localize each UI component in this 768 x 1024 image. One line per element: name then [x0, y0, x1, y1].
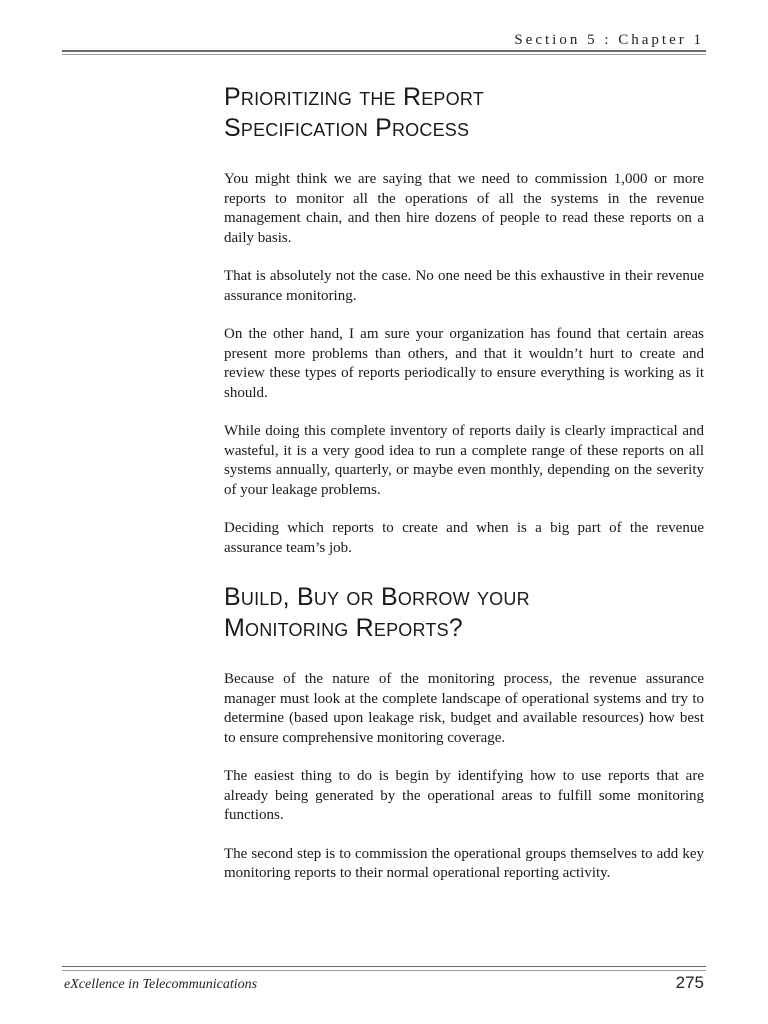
running-head: Section 5 : Chapter 1	[514, 32, 704, 48]
paragraph: On the other hand, I am sure your organization has found that certain areas present more problems than others, and that it wouldn’t hurt to create and review these types of reports periodically to ensure everything is working as it should.	[224, 326, 704, 401]
paragraph: Because of the nature of the monitoring process, the revenue assurance manager must look at the complete landscape of operational systems and try to determine (based upon leakage risk, budget and available resources) how best to ensure comprehensive monitoring coverage.	[224, 671, 704, 746]
heading-line: Monitoring Reports?	[224, 614, 463, 642]
paragraph: The second step is to commission the operational groups themselves to add key monitoring reports to their normal operational reporting activity.	[224, 845, 704, 881]
footer-book-title: eXcellence in Telecommunications	[64, 977, 258, 992]
paragraph: You might think we are saying that we need to commission 1,000 or more reports to monitor all the operations of all the systems in the revenue management chain, and then hire dozens of people to read these reports on a daily basis.	[224, 171, 704, 246]
page-number: 275	[675, 973, 704, 992]
heading-line: Specification Process	[224, 114, 470, 142]
heading-line: Prioritizing the Report	[224, 83, 484, 111]
footer-rule	[62, 966, 706, 967]
page-content	[224, 82, 704, 903]
header-rule-thin	[62, 54, 706, 55]
paragraph: While doing this complete inventory of reports daily is clearly impractical and wasteful, it is a very good idea to run a complete range of these reports on all systems annually, quarterly, or maybe even monthly, depending on the severity of your leakage problems.	[224, 423, 704, 498]
heading-line: Build, Buy or Borrow your	[224, 583, 530, 611]
paragraph: Deciding which reports to create and when is a big part of the revenue assurance team’s job.	[224, 520, 704, 556]
paragraph: That is absolutely not the case. No one need be this exhaustive in their revenue assurance monitoring.	[224, 268, 704, 304]
header-rule	[62, 50, 706, 52]
paragraph: The easiest thing to do is begin by identifying how to use reports that are already being generated by the operational areas to fulfill some monitoring functions.	[224, 768, 704, 823]
footer-rule-thin	[62, 970, 706, 971]
section-heading-build-buy-borrow	[224, 582, 704, 644]
section-heading-prioritizing	[224, 82, 704, 144]
